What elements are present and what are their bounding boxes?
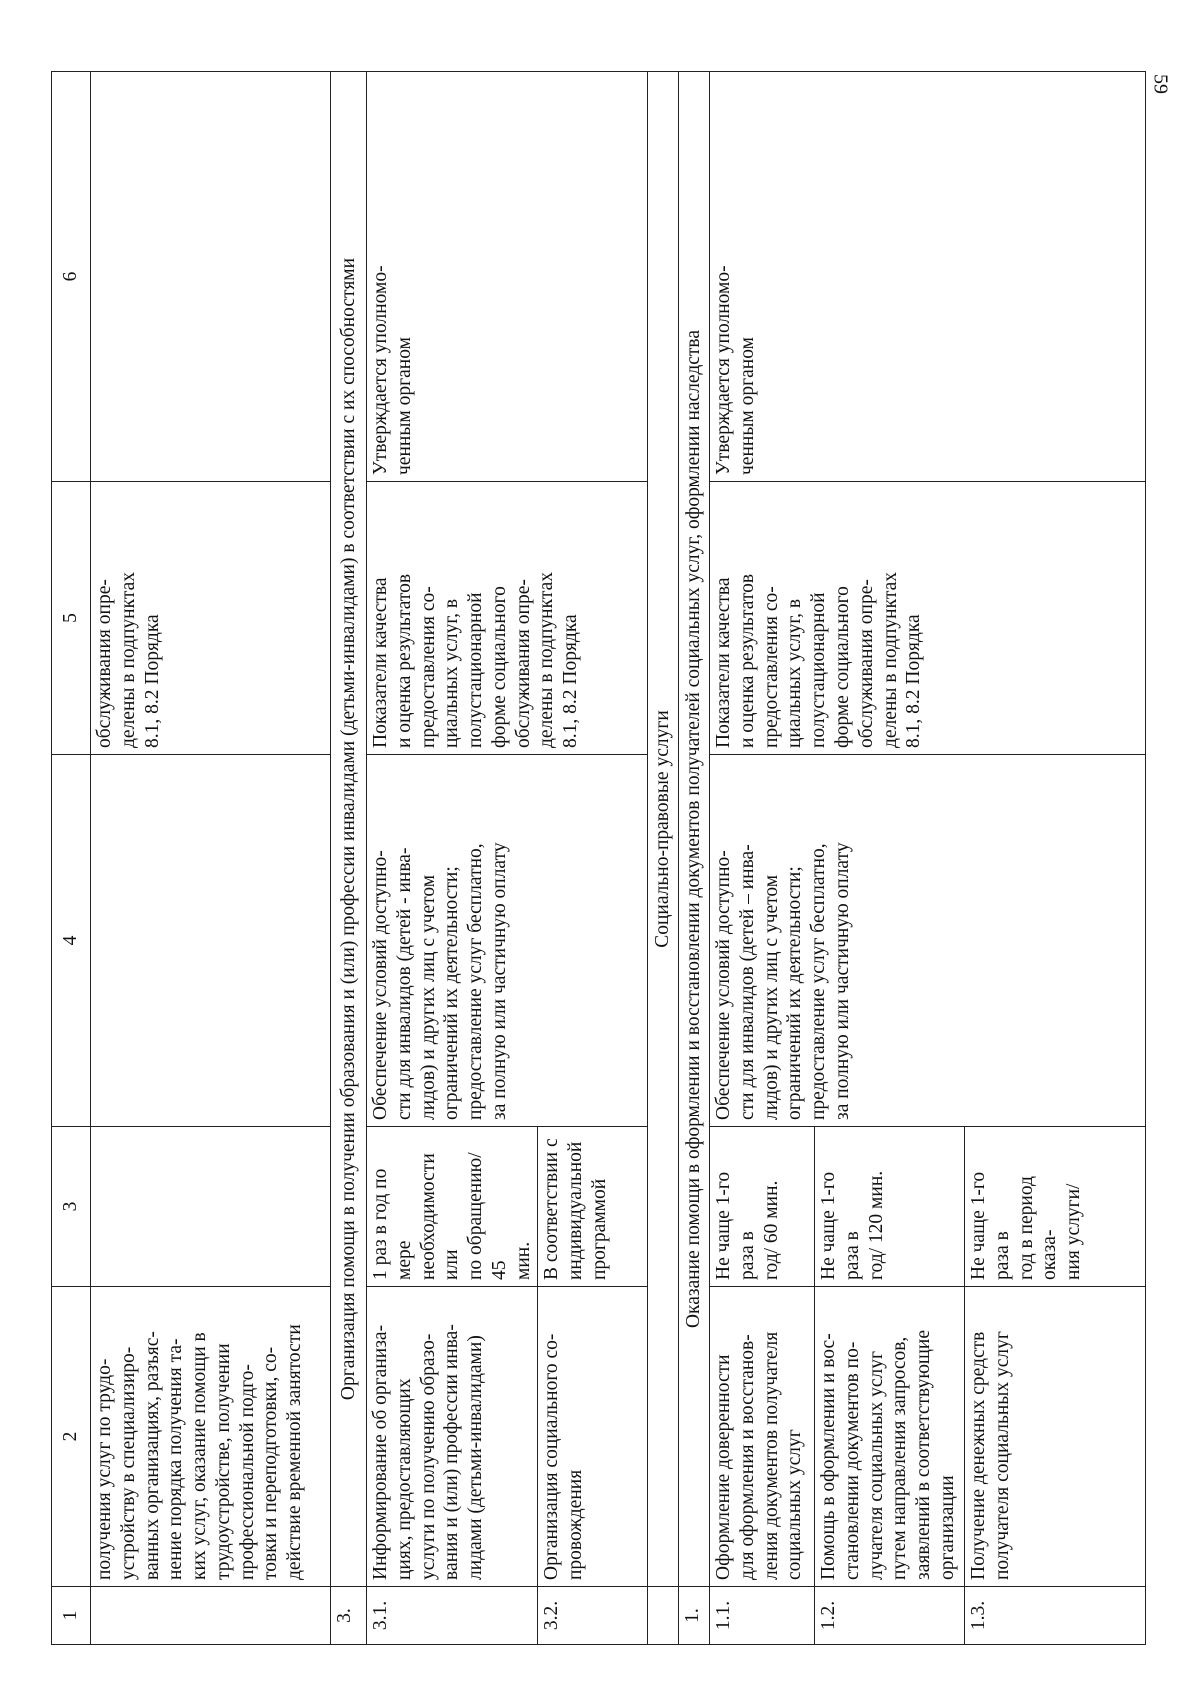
row-1-1-conditions: Обеспечение условий доступно- сти для инвалидов (детей – инва- лидов) и других лиц с учетом ограничений их деятельности; предоставление услуг бесплатно, за полную или частичную оплату	[710, 755, 1146, 1127]
row-3-2-period: В соответствии с индивидуальной программой	[538, 1127, 648, 1287]
row-1-3-num: 1.3.	[965, 1587, 1146, 1645]
section-1-row	[679, 72, 710, 1645]
row-1-2-name: Помощь в оформлении и вос- становлении документов по- лучателя социальных услуг путем направления запросов, заявлений в соответствующие организации	[815, 1287, 965, 1587]
cont-conditions	[91, 755, 331, 1127]
cont-num	[91, 1587, 331, 1645]
cont-standard	[91, 72, 331, 482]
col-header-1: 1	[52, 1587, 91, 1645]
page-number: 59	[1149, 74, 1172, 94]
cont-period	[91, 1127, 331, 1287]
group-title: Социально-правовые услуги	[648, 72, 679, 1587]
row-1-1-period: Не чаще 1-го раза в год/ 60 мин.	[710, 1127, 815, 1287]
row-1-1-quality: Показатели качества и оценка результатов предоставления со- циальных услуг, в полустационарной форме социального обслуживания опре- делены в подпунктах 8.1, 8.2 Порядка	[710, 482, 1146, 755]
cont-service-name: получения услуг по трудо- устройству в специализиро- ванных организациях, разъяс- нение порядка получения та- ких услуг, оказание помощи в трудоустройстве, получении профессиональной подго- товки и переподготовки, со- действие временной занятости	[91, 1287, 331, 1587]
row-3-2-num: 3.2.	[538, 1587, 648, 1645]
section-3-num: 3.	[331, 1587, 367, 1645]
row-1-3-period: Не чаще 1-го раза в год в период оказа- ния услуги/	[965, 1127, 1146, 1287]
section-3-row	[331, 72, 367, 1645]
col-header-4: 4	[52, 755, 91, 1127]
row-1-1-num: 1.1.	[710, 1587, 815, 1645]
col-header-6: 6	[52, 72, 91, 482]
col-header-5: 5	[52, 482, 91, 755]
row-1-1	[710, 72, 815, 1645]
row-1-3-name: Получение денежных средств получателя социальных услуг	[965, 1287, 1146, 1587]
section-3-title: Организация помощи в получении образования и (или) профессии инвалидами (детьми-инвалидами) в соответствии с их способностями	[331, 72, 367, 1587]
row-3-1-name: Информирование об организа- циях, предоставляющих услуги по получению образо- вания и (или) профессии инва- лидами (детьми-инвалидами)	[367, 1287, 538, 1587]
continuation-row	[91, 72, 331, 1645]
row-3-1-conditions: Обеспечение условий доступно- сти для инвалидов (детей - инва- лидов) и других лиц с учетом ограничений их деятельности; предоставление услуг бесплатно, за полную или частичную оплату	[367, 755, 648, 1127]
group-row	[648, 72, 679, 1645]
col-header-3: 3	[52, 1127, 91, 1287]
row-3-1	[367, 72, 538, 1645]
row-1-1-name: Оформление доверенности для оформления и восстанов- ления документов получателя социальных услуг	[710, 1287, 815, 1587]
rotated-table-wrapper	[51, 72, 1146, 1645]
column-numbers-row	[52, 72, 91, 1645]
col-header-2: 2	[52, 1287, 91, 1587]
row-3-1-period: 1 раз в год по мере необходимости или по обращению/ 45 мин.	[367, 1127, 538, 1287]
group-num	[648, 1587, 679, 1645]
row-3-1-quality: Показатели качества и оценка результатов предоставления со- циальных услуг, в полустационарной форме социального обслуживания опре- делены в подпунктах 8.1, 8.2 Порядка	[367, 482, 648, 755]
section-1-num: 1.	[679, 1587, 710, 1645]
row-1-2-period: Не чаще 1-го раза в год/ 120 мин.	[815, 1127, 965, 1287]
row-3-1-num: 3.1.	[367, 1587, 538, 1645]
cont-quality: обслуживания опре- делены в подпунктах 8.1, 8.2 Порядка	[91, 482, 331, 755]
row-3-2-name: Организация социального со- провождения	[538, 1287, 648, 1587]
row-1-1-standard: Утверждается уполномо- ченным органом	[710, 72, 1146, 482]
services-table	[51, 71, 1146, 1645]
row-1-2-num: 1.2.	[815, 1587, 965, 1645]
row-3-1-standard: Утверждается уполномо- ченным органом	[367, 72, 648, 482]
section-1-title: Оказание помощи в оформлении и восстановлении документов получателей социальных услуг, оформлении наследства	[679, 72, 710, 1587]
